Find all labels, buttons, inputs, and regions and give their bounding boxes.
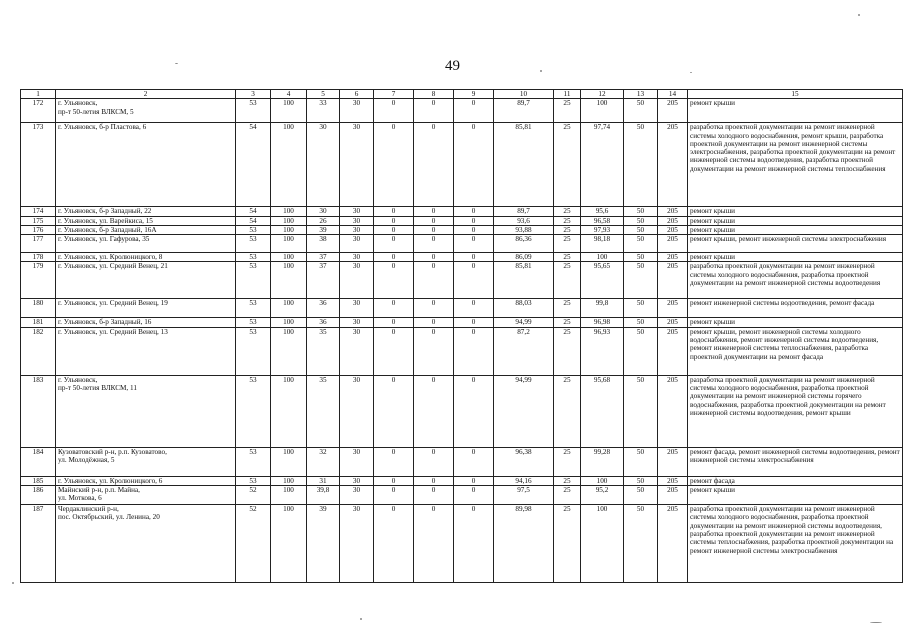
value-cell: 30 (340, 447, 374, 476)
value-cell: 0 (454, 318, 494, 327)
scan-speck (870, 622, 882, 623)
value-cell: 0 (414, 123, 454, 207)
value-cell: 50 (624, 486, 658, 505)
column-number-14: 14 (658, 90, 688, 99)
value-cell: 100 (581, 253, 624, 262)
value-cell: 100 (581, 476, 624, 485)
value-cell: 205 (658, 262, 688, 299)
value-cell: 25 (554, 318, 581, 327)
value-cell: 97,74 (581, 123, 624, 207)
row-number-cell: 177 (21, 235, 56, 253)
value-cell: 0 (454, 253, 494, 262)
value-cell: 100 (271, 327, 307, 375)
value-cell: 30 (340, 99, 374, 123)
value-cell: 53 (236, 235, 271, 253)
table-row (21, 447, 903, 476)
value-cell: 52 (236, 486, 271, 505)
value-cell: 0 (374, 235, 414, 253)
value-cell: 93,6 (494, 216, 554, 225)
value-cell: 96,58 (581, 216, 624, 225)
value-cell: 0 (374, 299, 414, 318)
work-description-cell: разработка проектной документации на ремонт инженерной системы холодного водоснабжения, разработка проектной документации на ремонт инженерной системы горячего водоснабжения, разработка проектной документации на ремонт инженерной системы водоотведения, ремонт крыши (688, 375, 903, 447)
value-cell: 50 (624, 216, 658, 225)
address-cell: г. Ульяновск, пр-т 50-летия ВЛКСМ, 11 (56, 375, 236, 447)
value-cell: 100 (271, 486, 307, 505)
value-cell: 86,36 (494, 235, 554, 253)
table-row (21, 207, 903, 216)
value-cell: 100 (271, 299, 307, 318)
value-cell: 30 (340, 476, 374, 485)
column-number-13: 13 (624, 90, 658, 99)
work-description-cell: разработка проектной документации на ремонт инженерной системы холодного водоснабжения, разработка проектной документации на ремонт инженерной системы водоотведения (688, 262, 903, 299)
row-number-cell: 186 (21, 486, 56, 505)
value-cell: 30 (340, 318, 374, 327)
value-cell: 25 (554, 505, 581, 583)
row-number-cell: 184 (21, 447, 56, 476)
value-cell: 85,81 (494, 262, 554, 299)
value-cell: 205 (658, 318, 688, 327)
row-number-cell: 174 (21, 207, 56, 216)
value-cell: 94,99 (494, 318, 554, 327)
value-cell: 25 (554, 375, 581, 447)
work-description-cell: ремонт крыши, ремонт инженерной системы электроснабжения (688, 235, 903, 253)
work-description-cell: ремонт крыши (688, 253, 903, 262)
column-number-3: 3 (236, 90, 271, 99)
value-cell: 25 (554, 99, 581, 123)
value-cell: 25 (554, 476, 581, 485)
table-row (21, 216, 903, 225)
value-cell: 52 (236, 505, 271, 583)
value-cell: 0 (374, 505, 414, 583)
value-cell: 95,2 (581, 486, 624, 505)
work-description-cell: ремонт крыши (688, 486, 903, 505)
value-cell: 30 (340, 253, 374, 262)
value-cell: 0 (374, 123, 414, 207)
value-cell: 0 (374, 99, 414, 123)
scan-speck (360, 618, 362, 620)
value-cell: 50 (624, 476, 658, 485)
table-row (21, 123, 903, 207)
value-cell: 95,68 (581, 375, 624, 447)
value-cell: 53 (236, 318, 271, 327)
value-cell: 25 (554, 253, 581, 262)
value-cell: 0 (374, 327, 414, 375)
work-description-cell: ремонт фасада (688, 476, 903, 485)
address-cell: г. Ульяновск, ул. Гафурова, 35 (56, 235, 236, 253)
address-cell: г. Ульяновск, пр-т 50-летия ВЛКСМ, 5 (56, 99, 236, 123)
value-cell: 38 (307, 235, 340, 253)
value-cell: 32 (307, 447, 340, 476)
value-cell: 25 (554, 207, 581, 216)
column-number-15: 15 (688, 90, 903, 99)
value-cell: 0 (454, 375, 494, 447)
value-cell: 37 (307, 253, 340, 262)
value-cell: 54 (236, 123, 271, 207)
value-cell: 50 (624, 447, 658, 476)
value-cell: 0 (454, 505, 494, 583)
value-cell: 96,93 (581, 327, 624, 375)
value-cell: 95,6 (581, 207, 624, 216)
value-cell: 0 (454, 99, 494, 123)
value-cell: 35 (307, 327, 340, 375)
address-cell: г. Ульяновск, ул. Кролюницкого, 8 (56, 253, 236, 262)
value-cell: 0 (454, 262, 494, 299)
table-row (21, 235, 903, 253)
scan-speck (12, 582, 14, 584)
value-cell: 50 (624, 225, 658, 234)
value-cell: 100 (271, 375, 307, 447)
address-cell: Чердаклинский р-н, пос. Октябрьский, ул. Ленина, 20 (56, 505, 236, 583)
value-cell: 0 (454, 235, 494, 253)
value-cell: 0 (454, 447, 494, 476)
value-cell: 53 (236, 375, 271, 447)
value-cell: 53 (236, 447, 271, 476)
value-cell: 26 (307, 216, 340, 225)
value-cell: 0 (454, 486, 494, 505)
value-cell: 50 (624, 253, 658, 262)
value-cell: 0 (454, 216, 494, 225)
value-cell: 100 (581, 505, 624, 583)
value-cell: 30 (340, 505, 374, 583)
work-description-cell: ремонт фасада, ремонт инженерной системы водоотведения, ремонт инженерной системы электроснабжения (688, 447, 903, 476)
value-cell: 205 (658, 447, 688, 476)
value-cell: 30 (340, 299, 374, 318)
value-cell: 205 (658, 486, 688, 505)
value-cell: 36 (307, 318, 340, 327)
column-number-9: 9 (454, 90, 494, 99)
value-cell: 205 (658, 375, 688, 447)
value-cell: 30 (340, 123, 374, 207)
value-cell: 87,2 (494, 327, 554, 375)
table-row (21, 486, 903, 505)
scan-speck (175, 63, 178, 64)
column-number-7: 7 (374, 90, 414, 99)
value-cell: 0 (414, 216, 454, 225)
value-cell: 53 (236, 299, 271, 318)
value-cell: 39,8 (307, 486, 340, 505)
value-cell: 0 (414, 476, 454, 485)
value-cell: 100 (581, 99, 624, 123)
value-cell: 25 (554, 123, 581, 207)
page-number: 49 (445, 58, 460, 74)
value-cell: 205 (658, 207, 688, 216)
value-cell: 205 (658, 123, 688, 207)
value-cell: 89,7 (494, 207, 554, 216)
scan-speck (690, 72, 692, 73)
value-cell: 53 (236, 225, 271, 234)
value-cell: 100 (271, 99, 307, 123)
value-cell: 25 (554, 327, 581, 375)
value-cell: 50 (624, 207, 658, 216)
value-cell: 0 (374, 318, 414, 327)
value-cell: 0 (414, 375, 454, 447)
value-cell: 95,65 (581, 262, 624, 299)
value-cell: 53 (236, 262, 271, 299)
value-cell: 25 (554, 262, 581, 299)
address-cell: г. Ульяновск, б-р Пластова, 6 (56, 123, 236, 207)
value-cell: 0 (454, 225, 494, 234)
value-cell: 30 (340, 262, 374, 299)
value-cell: 100 (271, 207, 307, 216)
value-cell: 0 (374, 207, 414, 216)
value-cell: 0 (374, 486, 414, 505)
row-number-cell: 172 (21, 99, 56, 123)
value-cell: 97,93 (581, 225, 624, 234)
value-cell: 94,99 (494, 375, 554, 447)
value-cell: 100 (271, 318, 307, 327)
value-cell: 0 (414, 262, 454, 299)
table-row (21, 375, 903, 447)
value-cell: 36 (307, 299, 340, 318)
row-number-cell: 181 (21, 318, 56, 327)
work-description-cell: разработка проектной документации на ремонт инженерной системы холодного водоснабжения, разработка проектной документации на ремонт инженерной системы водоотведения, разработка проектной документации на ремонт инженерной системы теплоснабжения, разработка проектной документации на ремонт инженерной системы электроснабжения (688, 505, 903, 583)
value-cell: 53 (236, 327, 271, 375)
value-cell: 30 (340, 235, 374, 253)
value-cell: 205 (658, 327, 688, 375)
column-number-10: 10 (494, 90, 554, 99)
value-cell: 0 (374, 216, 414, 225)
value-cell: 35 (307, 375, 340, 447)
value-cell: 0 (414, 235, 454, 253)
address-cell: г. Ульяновск, б-р Западный, 16А (56, 225, 236, 234)
value-cell: 50 (624, 123, 658, 207)
value-cell: 100 (271, 123, 307, 207)
value-cell: 88,03 (494, 299, 554, 318)
value-cell: 89,7 (494, 99, 554, 123)
value-cell: 100 (271, 235, 307, 253)
value-cell: 25 (554, 447, 581, 476)
value-cell: 0 (454, 327, 494, 375)
value-cell: 100 (271, 476, 307, 485)
value-cell: 0 (454, 476, 494, 485)
value-cell: 30 (307, 123, 340, 207)
value-cell: 96,98 (581, 318, 624, 327)
value-cell: 98,18 (581, 235, 624, 253)
value-cell: 31 (307, 476, 340, 485)
value-cell: 53 (236, 476, 271, 485)
row-number-cell: 187 (21, 505, 56, 583)
column-number-header-row (21, 90, 903, 99)
work-description-cell: разработка проектной документации на ремонт инженерной системы холодного водоснабжения, ремонт крыши, разработка проектной документации на ремонт инженерной системы электроснабжения, разработка проектной документации на ремонт инженерной системы водоотведения, разработка проектной документации на ремонт инженерной системы теплоснабжения (688, 123, 903, 207)
value-cell: 205 (658, 253, 688, 262)
value-cell: 30 (340, 225, 374, 234)
housing-repair-table (20, 89, 903, 583)
row-number-cell: 176 (21, 225, 56, 234)
value-cell: 25 (554, 299, 581, 318)
work-description-cell: ремонт крыши (688, 207, 903, 216)
value-cell: 30 (340, 486, 374, 505)
value-cell: 93,88 (494, 225, 554, 234)
address-cell: г. Ульяновск, ул. Средний Венец, 13 (56, 327, 236, 375)
value-cell: 0 (414, 486, 454, 505)
address-cell: Майнский р-н, р.п. Майна, ул. Моткова, 6 (56, 486, 236, 505)
value-cell: 0 (374, 447, 414, 476)
table-row (21, 318, 903, 327)
value-cell: 54 (236, 216, 271, 225)
value-cell: 205 (658, 99, 688, 123)
work-description-cell: ремонт крыши, ремонт инженерной системы холодного водоснабжения, ремонт инженерной системы водоотведения, ремонт инженерной системы теплоснабжения, разработка проектной документации на ремонт фасада (688, 327, 903, 375)
value-cell: 0 (454, 299, 494, 318)
value-cell: 50 (624, 505, 658, 583)
value-cell: 0 (414, 207, 454, 216)
address-cell: г. Ульяновск, ул. Средний Венец, 21 (56, 262, 236, 299)
value-cell: 0 (454, 207, 494, 216)
value-cell: 0 (414, 299, 454, 318)
value-cell: 30 (340, 216, 374, 225)
value-cell: 0 (374, 253, 414, 262)
table-row (21, 327, 903, 375)
value-cell: 0 (414, 505, 454, 583)
address-cell: Кузоватовский р-н, р.п. Кузоватово, ул. Молодёжная, 5 (56, 447, 236, 476)
scan-speck (540, 70, 542, 72)
value-cell: 30 (340, 375, 374, 447)
value-cell: 205 (658, 476, 688, 485)
value-cell: 25 (554, 235, 581, 253)
value-cell: 50 (624, 327, 658, 375)
work-description-cell: ремонт крыши (688, 216, 903, 225)
value-cell: 0 (374, 225, 414, 234)
value-cell: 85,81 (494, 123, 554, 207)
value-cell: 0 (414, 99, 454, 123)
value-cell: 205 (658, 225, 688, 234)
value-cell: 0 (454, 123, 494, 207)
value-cell: 205 (658, 299, 688, 318)
column-number-4: 4 (271, 90, 307, 99)
value-cell: 50 (624, 318, 658, 327)
value-cell: 39 (307, 505, 340, 583)
value-cell: 0 (374, 476, 414, 485)
value-cell: 205 (658, 505, 688, 583)
value-cell: 50 (624, 235, 658, 253)
value-cell: 33 (307, 99, 340, 123)
value-cell: 100 (271, 447, 307, 476)
value-cell: 0 (414, 225, 454, 234)
value-cell: 0 (374, 262, 414, 299)
address-cell: г. Ульяновск, б-р Западный, 16 (56, 318, 236, 327)
value-cell: 25 (554, 486, 581, 505)
value-cell: 100 (271, 505, 307, 583)
table-row (21, 225, 903, 234)
row-number-cell: 182 (21, 327, 56, 375)
value-cell: 39 (307, 225, 340, 234)
column-number-5: 5 (307, 90, 340, 99)
row-number-cell: 173 (21, 123, 56, 207)
value-cell: 53 (236, 253, 271, 262)
column-number-1: 1 (21, 90, 56, 99)
value-cell: 0 (414, 327, 454, 375)
value-cell: 30 (340, 207, 374, 216)
table-row (21, 99, 903, 123)
work-description-cell: ремонт крыши (688, 99, 903, 123)
table-row (21, 476, 903, 485)
work-description-cell: ремонт крыши (688, 225, 903, 234)
value-cell: 86,09 (494, 253, 554, 262)
value-cell: 54 (236, 207, 271, 216)
value-cell: 100 (271, 216, 307, 225)
value-cell: 25 (554, 225, 581, 234)
address-cell: г. Ульяновск, б-р Западный, 22 (56, 207, 236, 216)
value-cell: 50 (624, 262, 658, 299)
value-cell: 96,38 (494, 447, 554, 476)
value-cell: 0 (374, 375, 414, 447)
value-cell: 50 (624, 375, 658, 447)
table-row (21, 505, 903, 583)
row-number-cell: 175 (21, 216, 56, 225)
table-row (21, 299, 903, 318)
value-cell: 30 (340, 327, 374, 375)
column-number-11: 11 (554, 90, 581, 99)
row-number-cell: 180 (21, 299, 56, 318)
value-cell: 37 (307, 262, 340, 299)
value-cell: 99,8 (581, 299, 624, 318)
value-cell: 205 (658, 235, 688, 253)
table-row (21, 253, 903, 262)
value-cell: 53 (236, 99, 271, 123)
value-cell: 25 (554, 216, 581, 225)
row-number-cell: 178 (21, 253, 56, 262)
work-description-cell: ремонт крыши (688, 318, 903, 327)
value-cell: 97,5 (494, 486, 554, 505)
value-cell: 50 (624, 99, 658, 123)
value-cell: 100 (271, 253, 307, 262)
value-cell: 0 (414, 318, 454, 327)
value-cell: 30 (307, 207, 340, 216)
value-cell: 100 (271, 225, 307, 234)
value-cell: 0 (414, 253, 454, 262)
column-number-8: 8 (414, 90, 454, 99)
value-cell: 99,28 (581, 447, 624, 476)
value-cell: 0 (414, 447, 454, 476)
table-row (21, 262, 903, 299)
column-number-6: 6 (340, 90, 374, 99)
address-cell: г. Ульяновск, ул. Варейкиса, 15 (56, 216, 236, 225)
value-cell: 100 (271, 262, 307, 299)
value-cell: 89,98 (494, 505, 554, 583)
row-number-cell: 179 (21, 262, 56, 299)
scan-speck (858, 14, 860, 16)
value-cell: 205 (658, 216, 688, 225)
column-number-12: 12 (581, 90, 624, 99)
work-description-cell: ремонт инженерной системы водоотведения, ремонт фасада (688, 299, 903, 318)
address-cell: г. Ульяновск, ул. Средний Венец, 19 (56, 299, 236, 318)
row-number-cell: 185 (21, 476, 56, 485)
value-cell: 50 (624, 299, 658, 318)
row-number-cell: 183 (21, 375, 56, 447)
value-cell: 94,16 (494, 476, 554, 485)
column-number-2: 2 (56, 90, 236, 99)
address-cell: г. Ульяновск, ул. Кролюницкого, 6 (56, 476, 236, 485)
